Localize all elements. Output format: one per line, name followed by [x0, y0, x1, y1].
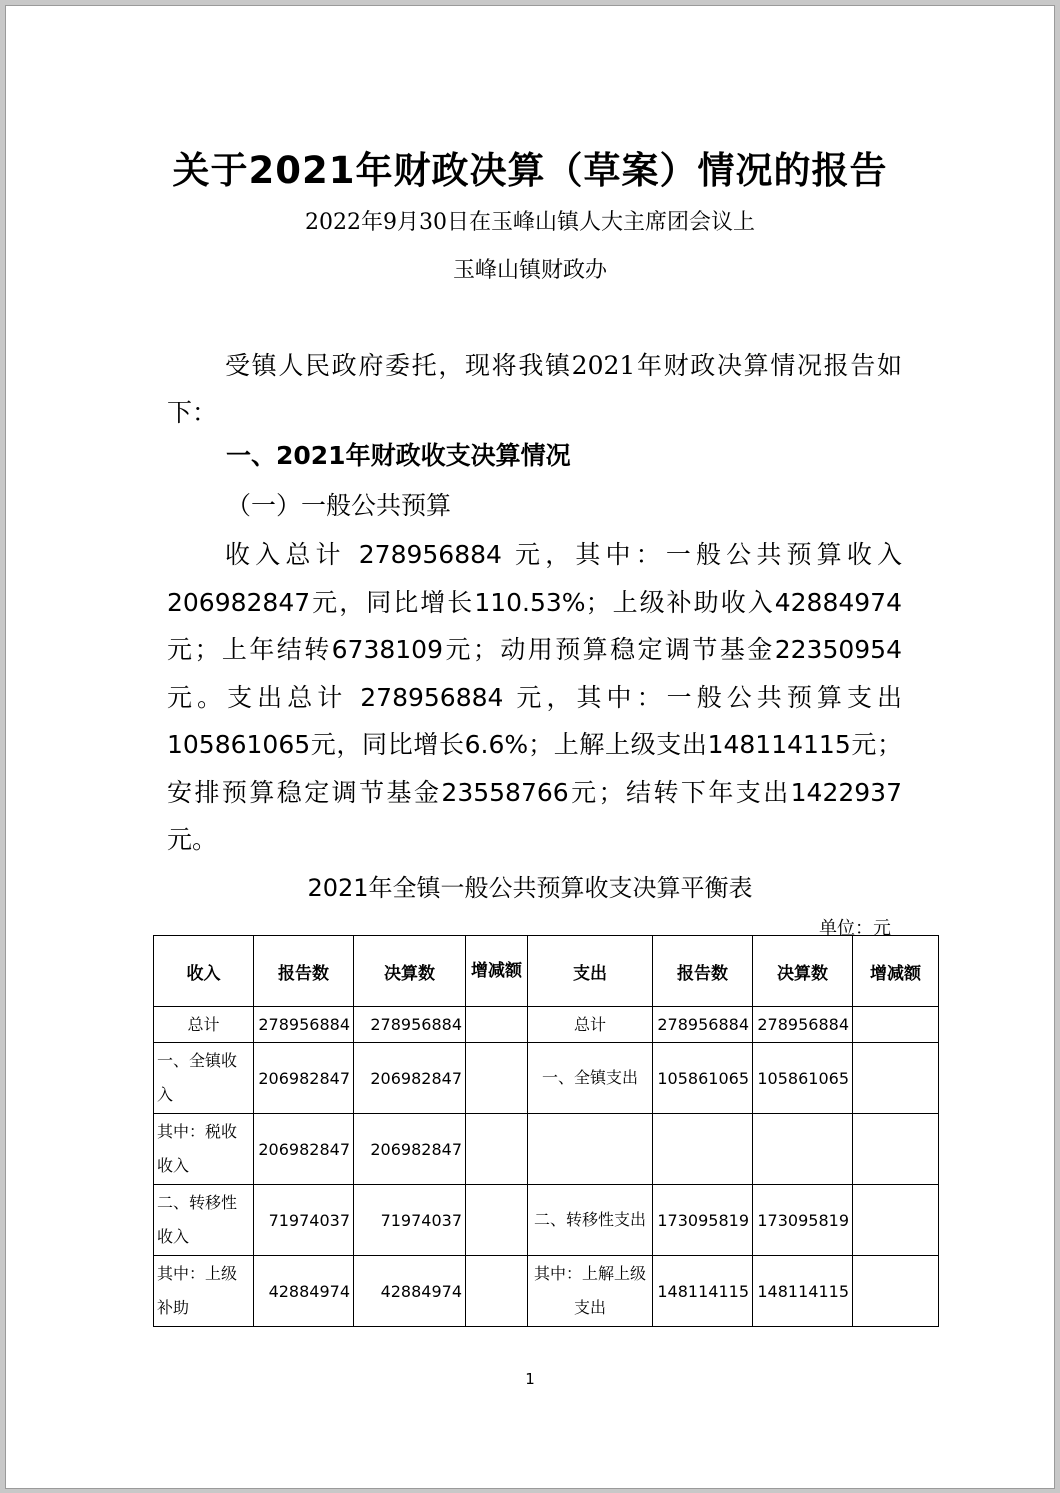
table-cell: 总计 — [154, 1007, 254, 1043]
intro-paragraph: 受镇人民政府委托，现将我镇2021年财政决算情况报告如下： — [167, 351, 902, 427]
table-cell: 278956884 — [354, 1007, 466, 1043]
table-row — [154, 1007, 939, 1043]
table-cell: 二、转移性收入 — [154, 1185, 254, 1256]
table-cell: 206982847 — [354, 1114, 466, 1185]
table-cell — [853, 1185, 939, 1256]
header-cell: 报告数 — [653, 936, 753, 1007]
table-cell — [528, 1114, 653, 1185]
table-cell — [853, 1114, 939, 1185]
header-cell: 报告数 — [254, 936, 354, 1007]
table-cell: 二、转移性支出 — [528, 1185, 653, 1256]
table-cell: 总计 — [528, 1007, 653, 1043]
table-cell: 42884974 — [354, 1256, 466, 1327]
table-cell — [466, 1114, 528, 1185]
table-cell: 278956884 — [653, 1007, 753, 1043]
budget-table — [153, 935, 939, 1327]
table-row — [154, 1256, 939, 1327]
table-cell — [753, 1114, 853, 1185]
table-cell: 其中：税收收入 — [154, 1114, 254, 1185]
table-cell: 206982847 — [254, 1114, 354, 1185]
header-cell: 决算数 — [753, 936, 853, 1007]
table-cell: 206982847 — [354, 1043, 466, 1114]
table-cell: 其中：上解上级支出 — [528, 1256, 653, 1327]
body-paragraph: 收入总计 278956884 元，其中：一般公共预算收入206982847元，同比增长110.53%；上级补助收入42884974元；上年结转6738109元；动用预算稳定调节基金22350954元。支出总计 278956884 元，其中：一般公共预算支出105861065元，同比增长6.6%；上解上级支出148114115元；安排预算稳定调节基金23558766元；结转下年支出1422937元。 — [167, 540, 902, 854]
report-author: 玉峰山镇财政办 — [452, 258, 607, 283]
table-cell: 206982847 — [254, 1043, 354, 1114]
table-row — [154, 1043, 939, 1114]
page-number: 1 — [525, 1370, 535, 1388]
table-cell: 71974037 — [354, 1185, 466, 1256]
table-cell: 105861065 — [653, 1043, 753, 1114]
section-heading: 一、2021年财政收支决算情况 — [226, 441, 571, 470]
table-header-row — [154, 936, 939, 1007]
table-cell: 71974037 — [254, 1185, 354, 1256]
header-cell: 决算数 — [354, 936, 466, 1007]
table-cell: 其中：上级补助 — [154, 1256, 254, 1327]
unit-label: 单位：元 — [819, 918, 891, 939]
table-cell: 42884974 — [254, 1256, 354, 1327]
subsection-heading: （一）一般公共预算 — [226, 491, 452, 520]
table-cell — [466, 1185, 528, 1256]
document-page — [5, 5, 1055, 1489]
table-cell: 148114115 — [653, 1256, 753, 1327]
table-row — [154, 1185, 939, 1256]
table-cell: 173095819 — [653, 1185, 753, 1256]
header-cell: 收入 — [154, 936, 254, 1007]
table-cell — [853, 1256, 939, 1327]
table-cell — [466, 1256, 528, 1327]
header-cell: 支出 — [528, 936, 653, 1007]
report-title: 关于2021年财政决算（草案）情况的报告 — [172, 149, 888, 192]
table-title: 2021年全镇一般公共预算收支决算平衡表 — [307, 874, 753, 902]
table-cell: 173095819 — [753, 1185, 853, 1256]
table-cell: 278956884 — [753, 1007, 853, 1043]
table-cell — [853, 1007, 939, 1043]
header-cell: 增减额 — [853, 936, 939, 1007]
table-cell: 一、全镇收入 — [154, 1043, 254, 1114]
table-cell — [466, 1043, 528, 1114]
table-cell: 148114115 — [753, 1256, 853, 1327]
table-cell: 一、全镇支出 — [528, 1043, 653, 1114]
report-subtitle: 2022年9月30日在玉峰山镇人大主席团会议上 — [305, 210, 755, 235]
table-cell: 105861065 — [753, 1043, 853, 1114]
table-cell — [853, 1043, 939, 1114]
table-cell — [653, 1114, 753, 1185]
table-cell: 278956884 — [254, 1007, 354, 1043]
table-row — [154, 1114, 939, 1185]
header-cell: 增减额 — [466, 936, 528, 1007]
table-cell — [466, 1007, 528, 1043]
